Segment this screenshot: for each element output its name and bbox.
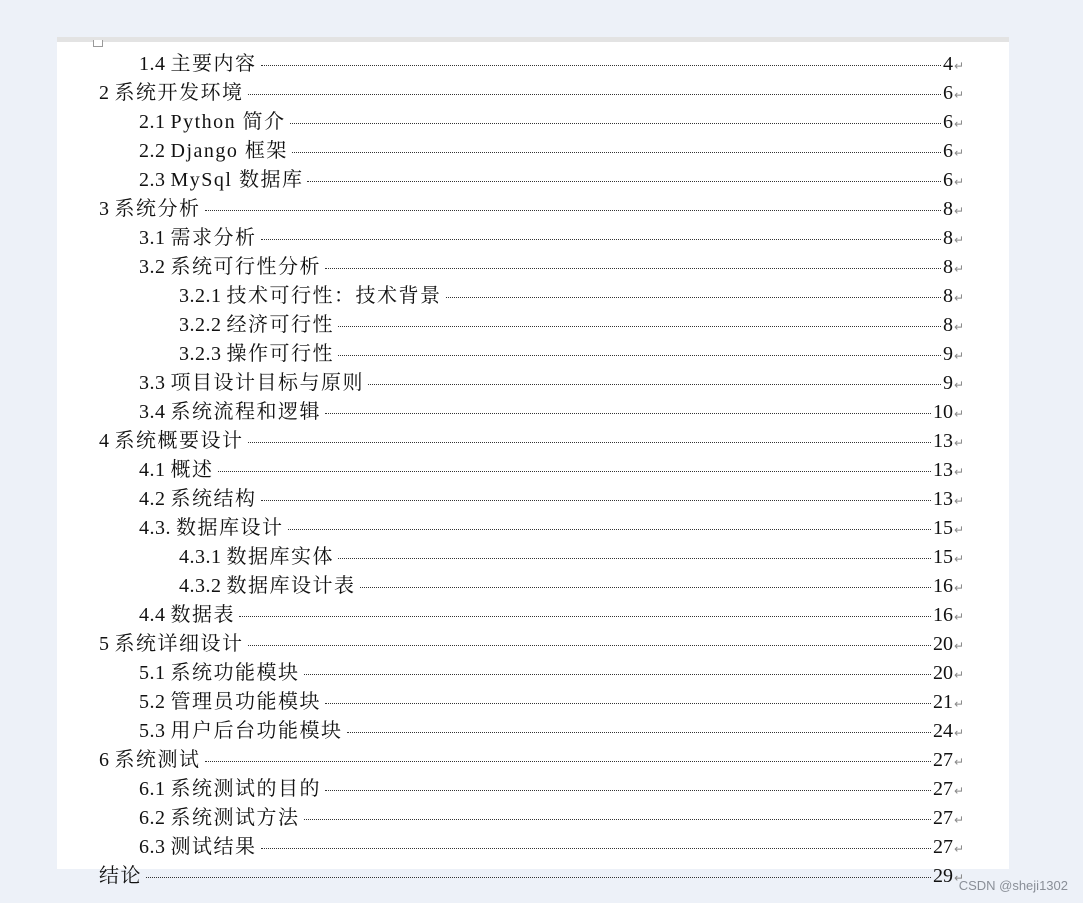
paragraph-mark-icon: ↵ [953,523,964,537]
toc-dot-leader [325,268,941,269]
toc-page-number: 13 [932,430,953,452]
toc-page-number: 27 [932,807,953,829]
paragraph-mark-icon: ↵ [953,378,964,392]
paragraph-mark-icon: ↵ [953,320,964,334]
toc-dot-leader [248,645,931,646]
toc-entry[interactable] [139,166,964,195]
toc-page-number: 8 [942,285,953,307]
toc-dot-leader [304,674,931,675]
toc-entry-title: 系统测试方法 [170,807,300,829]
toc-dot-leader [288,529,931,530]
toc-page-number: 8 [942,227,953,249]
toc-entry-number: 3 [99,198,110,220]
toc-dot-leader [261,65,941,66]
toc-dot-leader [292,152,941,153]
toc-entry-number: 3.2.3 [179,343,222,365]
toc-entry-number: 3.1 [139,227,166,249]
toc-entry[interactable] [139,601,964,630]
paragraph-mark-icon: ↵ [953,726,964,740]
toc-entry-title: 系统流程和逻辑 [170,401,321,423]
toc-page-number: 27 [932,836,953,858]
toc-entry-title: 经济可行性 [226,314,334,336]
toc-entry-number: 3.3 [139,372,166,394]
toc-dot-leader [239,616,931,617]
toc-entry-title: Python 简介 [170,111,286,133]
paragraph-mark-icon: ↵ [953,204,964,218]
toc-dot-leader [360,587,931,588]
toc-entry-number: 4.2 [139,488,166,510]
paragraph-mark-icon: ↵ [953,784,964,798]
toc-entry-title: 数据表 [170,604,235,626]
toc-entry[interactable] [139,108,964,137]
toc-entry-number: 3.2.1 [179,285,222,307]
toc-dot-leader [368,384,941,385]
toc-entry-number: 5.1 [139,662,166,684]
paragraph-mark-icon: ↵ [953,494,964,508]
toc-entry[interactable] [179,311,964,340]
toc-entry-title: 项目设计目标与原则 [170,372,364,394]
toc-entry[interactable] [139,804,964,833]
toc-entry[interactable] [139,398,964,427]
toc-page-number: 13 [932,459,953,481]
toc-entry-number: 2.2 [139,140,166,162]
paragraph-mark-icon: ↵ [953,436,964,450]
toc-page-number: 6 [942,111,953,133]
toc-entry-number: 2.1 [139,111,166,133]
toc-entry-title: 用户后台功能模块 [170,720,343,742]
paragraph-mark-icon: ↵ [953,117,964,131]
toc-entry[interactable] [179,340,964,369]
toc-dot-leader [248,442,931,443]
toc-dot-leader [205,761,931,762]
toc-entry[interactable] [139,833,964,862]
toc-entry-title: 系统测试的目的 [170,778,321,800]
toc-page-number: 20 [932,662,953,684]
toc-page-number: 6 [942,140,953,162]
paragraph-mark-icon: ↵ [953,552,964,566]
toc-entry-number: 3.2 [139,256,166,278]
toc-entry[interactable] [99,427,964,456]
toc-dot-leader [338,558,931,559]
toc-entry[interactable] [139,485,964,514]
toc-dot-leader [261,848,931,849]
paragraph-mark-icon: ↵ [953,610,964,624]
toc-entry-number: 4.4 [139,604,166,626]
toc-entry-title: 系统测试 [114,749,201,771]
toc-entry-title: Django 框架 [170,140,288,162]
toc-page-number: 27 [932,749,953,771]
paragraph-mark-icon: ↵ [953,175,964,189]
text-boundary-corner-mark [93,40,103,47]
toc-page-number: 4 [942,53,953,75]
toc-entry[interactable] [139,659,964,688]
toc-dot-leader [338,326,941,327]
toc-entry-title: 结论 [99,865,142,887]
toc-entry-title: 系统分析 [114,198,201,220]
toc-page-number: 16 [932,575,953,597]
toc-entry-number: 5.2 [139,691,166,713]
toc-page-number: 16 [932,604,953,626]
toc-entry[interactable] [99,79,964,108]
toc-entry[interactable] [99,630,964,659]
toc-entry-number: 5 [99,633,110,655]
toc-dot-leader [325,413,931,414]
toc-entry-number: 3.4 [139,401,166,423]
toc-entry-number: 5.3 [139,720,166,742]
toc-dot-leader [290,123,941,124]
toc-dot-leader [261,500,931,501]
toc-entry[interactable] [179,282,964,311]
toc-entry-title: 管理员功能模块 [170,691,321,713]
toc-page-number: 24 [932,720,953,742]
toc-page-number: 9 [942,372,953,394]
toc-entry-number: 4.3. [139,517,171,539]
toc-dot-leader [307,181,940,182]
paragraph-mark-icon: ↵ [953,639,964,653]
toc-entry-title: 数据库实体 [226,546,334,568]
toc-entry-title: 概述 [170,459,214,481]
toc-dot-leader [205,210,941,211]
toc-entry-title: 测试结果 [170,836,257,858]
toc-entry-number: 6 [99,749,110,771]
toc-entry-number: 2.3 [139,169,166,191]
toc-page-number: 9 [942,343,953,365]
paragraph-mark-icon: ↵ [953,697,964,711]
toc-page-number: 27 [932,778,953,800]
toc-entry-title: 技术可行性：技术背景 [226,285,442,307]
toc-entry-title: 数据库设计表 [226,575,356,597]
toc-entry[interactable] [139,50,964,79]
toc-entry-number: 4 [99,430,110,452]
toc-entry-number: 6.2 [139,807,166,829]
toc-entry[interactable] [179,543,964,572]
paragraph-mark-icon: ↵ [953,668,964,682]
toc-entry-title: 系统功能模块 [170,662,300,684]
document-page [57,37,1009,887]
toc-entry[interactable] [139,717,964,746]
toc-entry-title: 系统开发环境 [114,82,244,104]
toc-entry-number: 6.1 [139,778,166,800]
toc-entry-title: 系统可行性分析 [170,256,321,278]
paragraph-mark-icon: ↵ [953,262,964,276]
toc-entry[interactable] [139,224,964,253]
toc-page-number: 8 [942,314,953,336]
toc-entry[interactable] [99,862,964,891]
toc-entry-title: 需求分析 [170,227,257,249]
toc-entry-title: 系统结构 [170,488,257,510]
toc-dot-leader [325,703,931,704]
toc-entry-number: 4.3.1 [179,546,222,568]
toc-page-number: 21 [932,691,953,713]
toc-entry[interactable] [139,369,964,398]
paragraph-mark-icon: ↵ [953,581,964,595]
toc-dot-leader [304,819,931,820]
toc-page-number: 15 [932,517,953,539]
toc-page-number: 13 [932,488,953,510]
toc-entry[interactable] [99,746,964,775]
toc-entry[interactable] [139,456,964,485]
toc-dot-leader [347,732,931,733]
toc-entry-number: 4.3.2 [179,575,222,597]
toc-page-number: 6 [942,82,953,104]
paragraph-mark-icon: ↵ [953,59,964,73]
toc-entry[interactable] [139,514,964,543]
toc-entry[interactable] [139,253,964,282]
paragraph-mark-icon: ↵ [953,755,964,769]
toc-entry-number: 1.4 [139,53,166,75]
paragraph-mark-icon: ↵ [953,813,964,827]
paragraph-mark-icon: ↵ [953,146,964,160]
toc-entry[interactable] [139,775,964,804]
toc-entry-title: 系统概要设计 [114,430,244,452]
toc-dot-leader [218,471,931,472]
toc-dot-leader [146,877,931,878]
toc-entry-number: 3.2.2 [179,314,222,336]
toc-dot-leader [338,355,941,356]
csdn-watermark: CSDN @sheji1302 [958,878,1068,893]
toc-entry[interactable] [179,572,964,601]
toc-page-number: 20 [932,633,953,655]
toc-entry-title: 系统详细设计 [114,633,244,655]
paragraph-mark-icon: ↵ [953,871,964,885]
toc-entry-number: 6.3 [139,836,166,858]
paragraph-mark-icon: ↵ [953,233,964,247]
paragraph-mark-icon: ↵ [953,465,964,479]
paragraph-mark-icon: ↵ [953,88,964,102]
toc-entry-title: MySql 数据库 [170,169,304,191]
toc-entry[interactable] [139,137,964,166]
paragraph-mark-icon: ↵ [953,349,964,363]
toc-page-number: 8 [942,198,953,220]
paragraph-mark-icon: ↵ [953,291,964,305]
toc-page-number: 15 [932,546,953,568]
toc-dot-leader [248,94,941,95]
toc-page-number: 29 [932,865,953,887]
toc-dot-leader [261,239,941,240]
toc-entry-number: 2 [99,82,110,104]
paragraph-mark-icon: ↵ [953,407,964,421]
toc-page-number: 10 [932,401,953,423]
paragraph-mark-icon: ↵ [953,842,964,856]
toc-entry-number: 4.1 [139,459,166,481]
toc-dot-leader [325,790,931,791]
toc-dot-leader [446,297,941,298]
toc-page-number: 8 [942,256,953,278]
toc-entry-title: 主要内容 [170,53,257,75]
toc-entry-title: 数据库设计 [176,517,284,539]
toc-page-number: 6 [942,169,953,191]
toc-entry[interactable] [139,688,964,717]
toc-entry-title: 操作可行性 [226,343,334,365]
toc-entry[interactable] [99,195,964,224]
